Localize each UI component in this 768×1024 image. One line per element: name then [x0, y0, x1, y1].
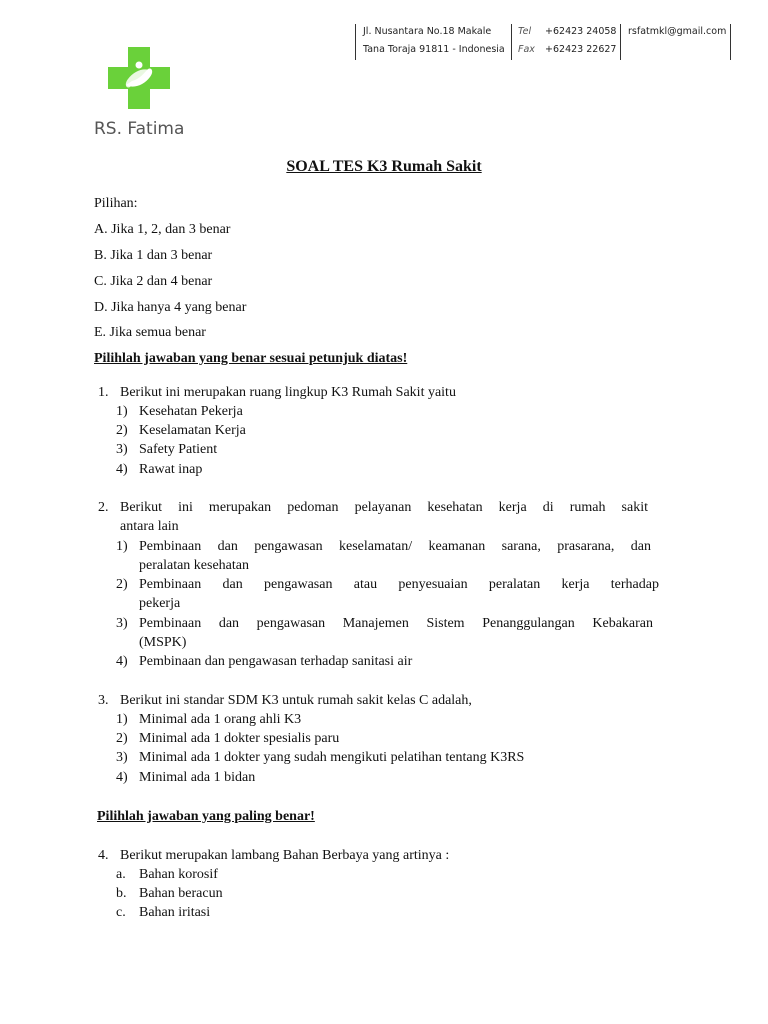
q2-item-number: 4) — [116, 654, 128, 669]
q1-item-text: Kesehatan Pekerja — [139, 404, 243, 419]
question-1-number: 1. — [98, 385, 109, 400]
question-4-number: 4. — [98, 848, 109, 863]
q2-item-number: 3) — [116, 616, 128, 631]
question-1-text: Berikut ini merupakan ruang lingkup K3 Rumah Sakit yaitu — [120, 385, 456, 400]
pilihan-label: Pilihan: — [94, 196, 138, 211]
q2-item-text-line1: Pembinaan dan pengawasan atau penyesuaian peralatan kerja terhadap — [139, 577, 659, 592]
q1-item-text: Safety Patient — [139, 442, 218, 457]
question-2-text-line2: antara lain — [120, 519, 179, 534]
q2-item-text-line2: (MSPK) — [139, 635, 187, 650]
q1-item-text: Rawat inap — [139, 462, 203, 477]
q1-item-number: 3) — [116, 442, 128, 457]
q3-item-text: Minimal ada 1 orang ahli K3 — [139, 712, 302, 727]
pilihan-option: C. Jika 2 dan 4 benar — [94, 274, 213, 289]
hospital-logo-text: RS. Fatima — [94, 119, 185, 139]
pilihan-option: B. Jika 1 dan 3 benar — [94, 248, 213, 263]
pilihan-option: D. Jika hanya 4 yang benar — [94, 300, 247, 315]
header-tel — [518, 26, 616, 37]
tel-value: +62423 24058 — [545, 26, 617, 37]
q4-item-letter: c. — [116, 905, 126, 920]
header-address-line2: Tana Toraja 91811 - Indonesia — [363, 44, 505, 55]
q1-item-number: 1) — [116, 404, 128, 419]
q1-item-number: 4) — [116, 462, 128, 477]
instruction-2: Pilihlah jawaban yang paling benar! — [97, 809, 315, 824]
header-divider-3 — [620, 24, 621, 60]
header-divider-2 — [511, 24, 512, 60]
q3-item-number: 1) — [116, 712, 128, 727]
q4-item-text: Bahan korosif — [139, 867, 218, 882]
q3-item-text: Minimal ada 1 dokter spesialis paru — [139, 731, 340, 746]
q3-item-text: Minimal ada 1 dokter yang sudah mengikuti pelatihan tentang K3RS — [139, 750, 525, 765]
q4-item-text: Bahan beracun — [139, 886, 223, 901]
question-3-number: 3. — [98, 693, 109, 708]
pilihan-option: E. Jika semua benar — [94, 325, 206, 340]
question-4-text: Berikut merupakan lambang Bahan Berbaya yang artinya : — [120, 848, 450, 863]
q4-item-letter: b. — [116, 886, 127, 901]
header-email: rsfatmkl@gmail.com — [628, 26, 727, 37]
fax-value: +62423 22627 — [545, 44, 617, 55]
q3-item-number: 2) — [116, 731, 128, 746]
q4-item-text: Bahan iritasi — [139, 905, 211, 920]
question-2-number: 2. — [98, 500, 109, 515]
pilihan-option: A. Jika 1, 2, dan 3 benar — [94, 222, 231, 237]
q2-item-text-line2: peralatan kesehatan — [139, 558, 249, 573]
instruction-1: Pilihlah jawaban yang benar sesuai petunjuk diatas! — [94, 351, 408, 366]
q3-item-number: 4) — [116, 770, 128, 785]
header-divider-4 — [730, 24, 731, 60]
q2-item-text-line1: Pembinaan dan pengawasan Manajemen Sistem Penanggulangan Kebakaran — [139, 616, 653, 631]
q1-item-text: Keselamatan Kerja — [139, 423, 246, 438]
q3-item-number: 3) — [116, 750, 128, 765]
question-2-text-line1: Berikut ini merupakan pedoman pelayanan kesehatan kerja di rumah sakit — [120, 500, 648, 515]
q2-item-text-line2: pekerja — [139, 596, 181, 611]
header-fax — [518, 44, 616, 55]
q4-item-letter: a. — [116, 867, 126, 882]
header-address-line1: Jl. Nusantara No.18 Makale — [363, 26, 492, 37]
q2-item-text-line1: Pembinaan dan pengawasan keselamatan/ keamanan sarana, prasarana, dan — [139, 539, 651, 554]
medical-cross-hands-icon — [106, 45, 172, 111]
fax-label: Fax — [518, 44, 535, 55]
page-title: SOAL TES K3 Rumah Sakit — [286, 158, 482, 175]
tel-label: Tel — [518, 26, 532, 37]
q1-item-number: 2) — [116, 423, 128, 438]
q2-item-text-line1: Pembinaan dan pengawasan terhadap sanitasi air — [139, 654, 413, 669]
q2-item-number: 1) — [116, 539, 128, 554]
q2-item-number: 2) — [116, 577, 128, 592]
header-divider-1 — [355, 24, 356, 60]
question-3-text: Berikut ini standar SDM K3 untuk rumah sakit kelas C adalah, — [120, 693, 472, 708]
q3-item-text: Minimal ada 1 bidan — [139, 770, 256, 785]
